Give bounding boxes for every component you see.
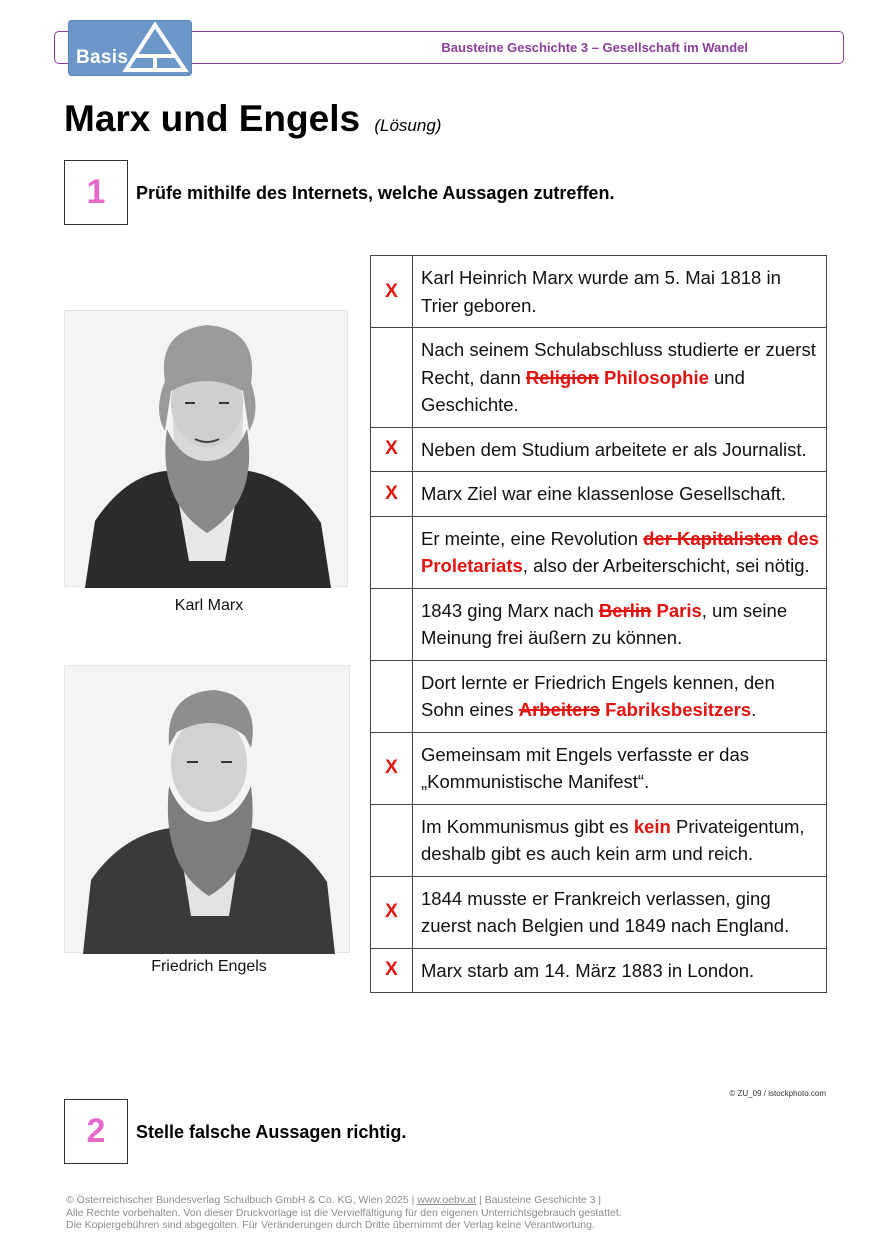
statement-text (413, 876, 827, 948)
footer-line-3: Die Kopiergebühren sind abgegolten. Für Veränderungen durch Dritte übernimmt der Verlag keine Verantwortung. (66, 1219, 595, 1231)
statement-check-mark[interactable] (371, 588, 413, 660)
statement-fragment: Im Kommunismus gibt es (421, 815, 634, 837)
publisher-link[interactable]: www.oebv.at (417, 1194, 477, 1206)
footer-series: | Bausteine Geschichte 3 | (476, 1194, 602, 1206)
statement-check-mark[interactable] (371, 328, 413, 428)
portrait-friedrich-engels (64, 665, 350, 953)
logo-text: Basis (76, 47, 129, 68)
title-note: (Lösung) (374, 116, 442, 135)
statements-table (370, 255, 827, 993)
statement-check-mark[interactable]: X (371, 472, 413, 517)
statement-fragment: Privateigentum, deshalb gibt es auch kein arm und reich. (421, 815, 805, 864)
statement-row (371, 804, 827, 876)
statement-row (371, 256, 827, 328)
statement-row (371, 588, 827, 660)
image-credit: © ZU_09 / istockphoto.com (729, 1089, 826, 1098)
statement-fragment: . (751, 699, 757, 720)
statement-check-mark[interactable]: X (371, 948, 413, 993)
page-title (64, 98, 441, 140)
statement-text (413, 948, 827, 993)
statement-text (413, 328, 827, 428)
correction-word: Philosophie (604, 366, 709, 388)
statement-fragment: Nach seinem Schulabschluss studierte er zuerst Recht, dann (421, 339, 816, 388)
statement-fragment: 1843 ging Marx nach (421, 599, 599, 621)
struck-wrong-word: der Kapitalisten (643, 527, 782, 549)
footer-line-1 (66, 1194, 622, 1207)
portrait-karl-marx (64, 310, 348, 587)
task-instruction: Prüfe mithilfe des Internets, welche Aussagen zutreffen. (136, 183, 615, 203)
correction-word: kein (633, 815, 671, 837)
struck-wrong-word: Religion (525, 366, 599, 388)
footer (66, 1194, 622, 1232)
statement-fragment: , um seine Meinung frei äußern zu können. (421, 599, 788, 648)
statement-fragment: , also der Arbeiterschicht, sei nötig. (522, 555, 810, 576)
statement-fragment: Marx Ziel war eine klassenlose Gesellschaft. (421, 483, 787, 504)
task-number-box: 1 (64, 160, 128, 225)
statement-row (371, 472, 827, 517)
statement-fragment: Er meinte, eine Revolution (421, 527, 644, 549)
statement-check-mark[interactable]: X (371, 427, 413, 472)
statement-check-mark[interactable] (371, 516, 413, 588)
statement-check-mark[interactable] (371, 804, 413, 876)
statement-row (371, 732, 827, 804)
caption-friedrich-engels: Friedrich Engels (151, 958, 267, 975)
statement-row (371, 328, 827, 428)
statement-row (371, 948, 827, 993)
statement-row (371, 660, 827, 732)
caption-karl-marx: Karl Marx (174, 597, 244, 614)
statement-row (371, 516, 827, 588)
statement-text (413, 660, 827, 732)
statement-row (371, 427, 827, 472)
statement-text (413, 732, 827, 804)
statement-fragment: 1844 musste er Frankreich verlassen, ging zuerst nach Belgien und 1849 nach England. (421, 887, 790, 936)
struck-wrong-word: Arbeiters (518, 699, 600, 720)
footer-copyright: © Österreichischer Bundesverlag Schulbuch GmbH & Co. KG, Wien 2025 | (66, 1194, 418, 1206)
task-instruction: Stelle falsche Aussagen richtig. (136, 1122, 407, 1142)
friedrich-engels-engraving-icon (65, 666, 351, 954)
struck-wrong-word: Berlin (598, 599, 652, 621)
statement-text (413, 256, 827, 328)
statement-text (413, 427, 827, 472)
statement-text (413, 804, 827, 876)
statement-text (413, 588, 827, 660)
statement-fragment: Neben dem Studium arbeitete er als Journalist. (421, 438, 807, 460)
correction-word: Paris (656, 599, 702, 621)
statement-check-mark[interactable]: X (371, 732, 413, 804)
correction-word: des Proletariats (421, 527, 819, 576)
statement-text (413, 472, 827, 517)
statement-check-mark[interactable]: X (371, 876, 413, 948)
karl-marx-engraving-icon (65, 311, 349, 588)
statement-fragment: Marx starb am 14. März 1883 in London. (421, 959, 755, 981)
statement-fragment: Karl Heinrich Marx wurde am 5. Mai 1818 in Trier geboren. (421, 267, 781, 316)
series-title: Bausteine Geschichte 3 – Gesellschaft im Wandel (441, 40, 748, 55)
statement-check-mark[interactable]: X (371, 256, 413, 328)
statement-fragment: und Geschichte. (421, 366, 745, 415)
task-number-box: 2 (64, 1099, 128, 1164)
correction-word: Fabriksbesitzers (605, 699, 752, 720)
footer-line-2: Alle Rechte vorbehalten. Von dieser Druckvorlage ist die Vervielfältigung für den eigenen Unterrichtsgebrauch gestattet. (66, 1206, 622, 1219)
statement-fragment: Dort lernte er Friedrich Engels kennen, den Sohn eines (421, 671, 775, 720)
statement-check-mark[interactable] (371, 660, 413, 732)
statement-fragment: Gemeinsam mit Engels verfasste er das „Kommunistische Manifest“. (421, 743, 749, 792)
title-main: Marx und Engels (64, 98, 361, 139)
statement-text (413, 516, 827, 588)
statement-row (371, 876, 827, 948)
basis-logo (68, 20, 192, 76)
